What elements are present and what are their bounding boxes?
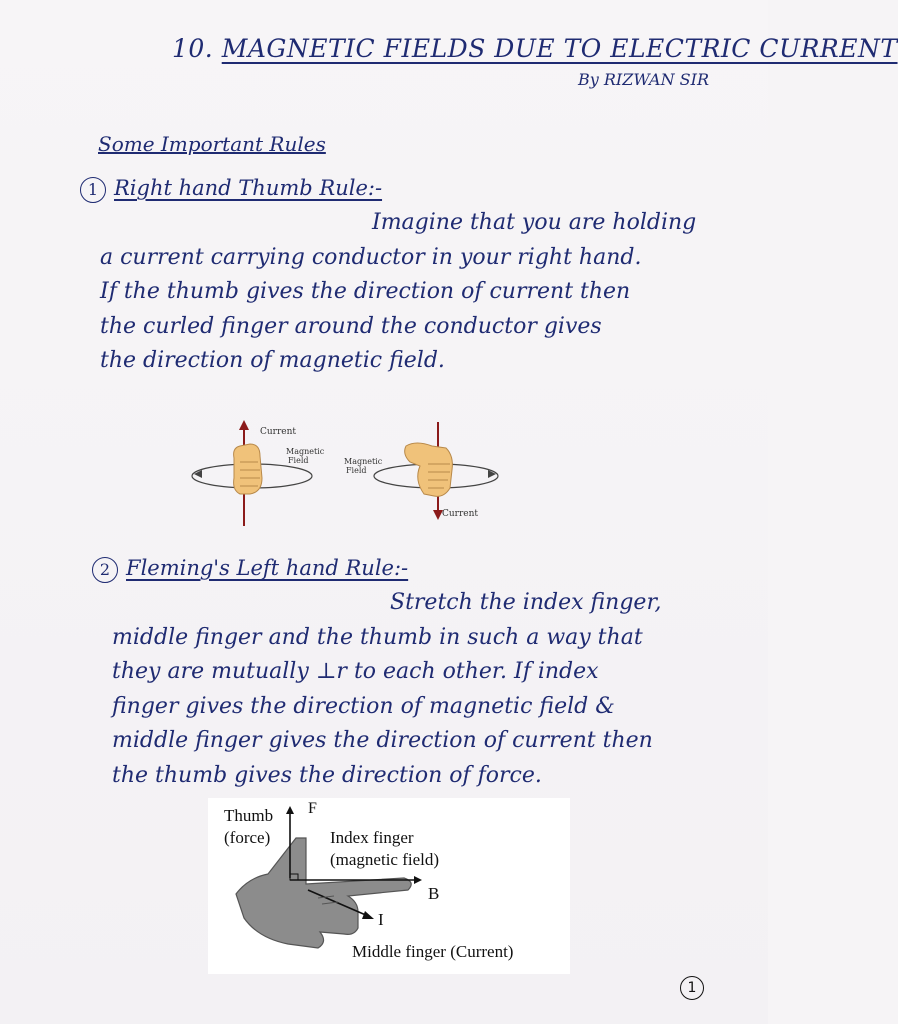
page-title	[172, 34, 898, 63]
fleming-figure	[208, 798, 570, 974]
left-current-arrow-icon	[239, 420, 249, 430]
rule2-title	[92, 556, 408, 583]
index-label-1: Index finger	[330, 828, 414, 847]
chapter-title: MAGNETIC FIELDS DUE TO ELECTRIC CURRENT	[221, 34, 898, 63]
left-field-label-2: Field	[288, 456, 309, 465]
right-field-label-2: Field	[346, 466, 367, 475]
rule2-paragraph: Stretch the index finger, middle finger and the thumb in such a way that they are mutually ⊥r to each other. If index finger gives the direction of magnetic field & middle finger gives the direction of current then the thumb gives the direction of force.	[112, 590, 662, 788]
right-current-label: Current	[442, 509, 479, 519]
rule2-number: 2	[92, 557, 118, 583]
thumb-rule-figure	[188, 418, 518, 528]
author-credit: By RIZWAN SIR	[578, 70, 709, 89]
current-symbol: I	[378, 910, 384, 929]
section-heading: Some Important Rules	[98, 132, 326, 156]
middle-finger-label: Middle finger (Current)	[352, 942, 514, 961]
current-arrow-icon	[362, 911, 374, 919]
rule1-number: 1	[80, 177, 106, 203]
field-arrow-icon	[414, 876, 422, 884]
field-symbol: B	[428, 884, 440, 903]
force-arrow-icon	[286, 806, 294, 814]
left-field-label-1: Magnetic	[286, 447, 325, 456]
force-symbol: F	[308, 800, 317, 817]
page-number: 1	[680, 976, 704, 1000]
right-hand-diagram	[344, 422, 498, 520]
thumb-label-1: Thumb	[224, 806, 274, 825]
rule2-title-text: Fleming's Left hand Rule:-	[126, 556, 409, 580]
left-current-label: Current	[260, 427, 297, 437]
thumb-label-2: (force)	[224, 828, 271, 847]
right-field-label-1: Magnetic	[344, 457, 383, 466]
rule1-title	[80, 176, 382, 203]
rule1-paragraph: Imagine that you are holding a current carrying conductor in your right hand. If the thumb gives the direction of current then the curled finger around the conductor gives the direction of magnetic field.	[100, 210, 697, 373]
index-label-2: (magnetic field)	[330, 850, 440, 869]
chapter-number: 10.	[172, 34, 214, 63]
rule1-title-text: Right hand Thumb Rule:-	[114, 176, 383, 200]
left-hand-diagram	[192, 420, 325, 526]
